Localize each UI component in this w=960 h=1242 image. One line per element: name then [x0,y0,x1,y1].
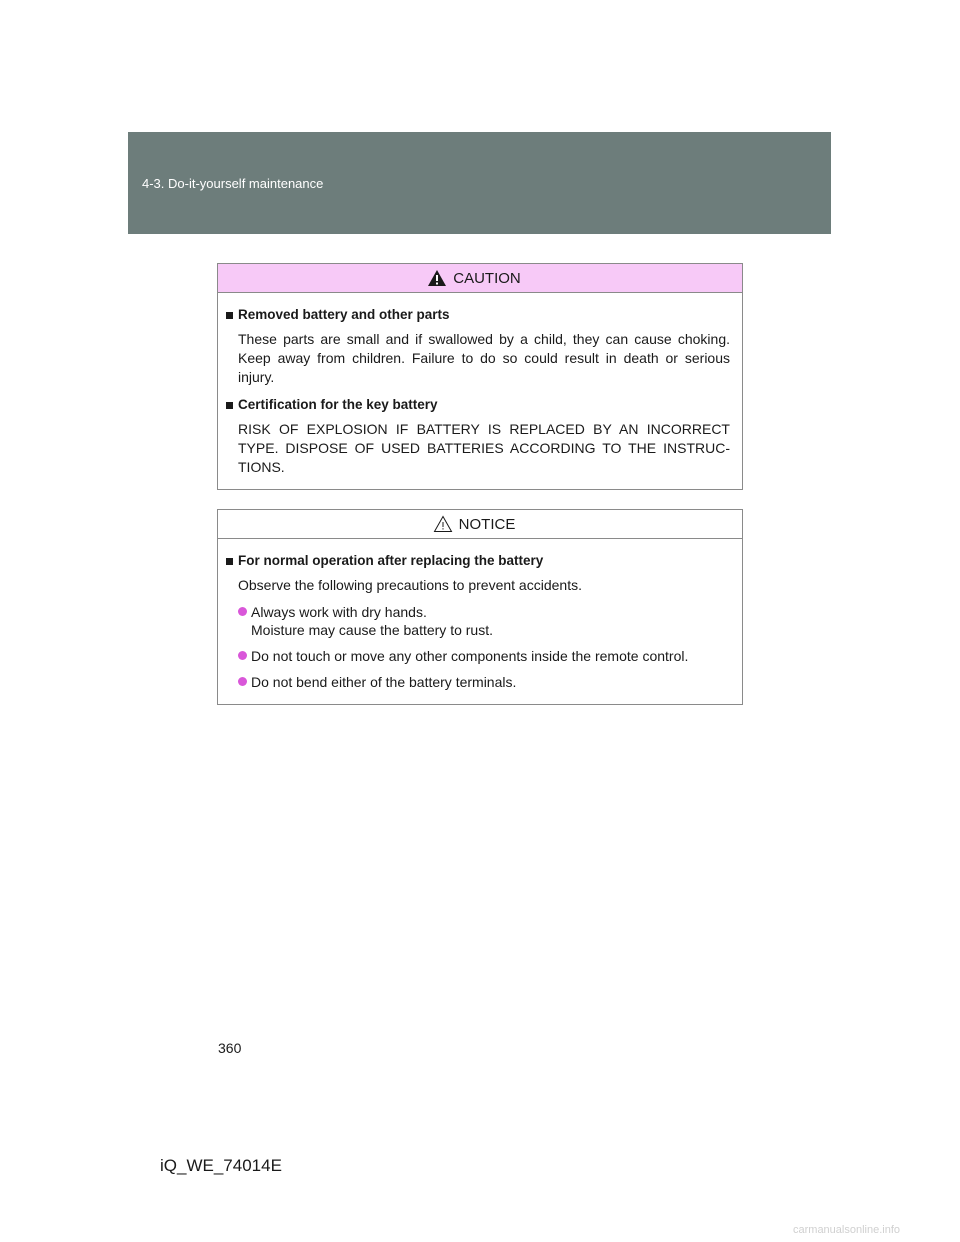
page-number: 360 [218,1040,242,1056]
notice-heading: For normal operation after replacing the battery [226,553,730,568]
notice-bullet: Always work with dry hands. Moisture may cause the battery to rust. [226,603,730,639]
bullet-dot-icon [238,607,247,616]
bullet-dot-icon [238,651,247,660]
notice-bullet: Do not bend either of the battery terminals. [226,673,730,691]
caution-item-text: These parts are small and if swallowed by a child, they can cause choking. Keep away from children. Failure to do so could result in death or serious injury. [238,331,730,385]
notice-intro: Observe the following precautions to prevent accidents. [238,577,582,593]
square-bullet-icon [226,312,233,319]
caution-item-heading: Certification for the key battery [226,397,730,412]
square-bullet-icon [226,402,233,409]
warning-filled-icon [427,269,447,287]
caution-title: CAUTION [453,269,521,287]
document-code: iQ_WE_74014E [160,1156,282,1175]
caution-item-text: RISK OF EXPLOSION IF BATTERY IS REPLACED BY AN INCORRECT TYPE. DISPOSE OF USED BATTERIES ACCORDING TO THE INSTRUC-TIONS. [238,421,730,475]
watermark: carmanualsonline.info [793,1224,901,1236]
square-bullet-icon [226,558,233,565]
notice-title: NOTICE [458,515,516,533]
warning-outline-icon [433,515,453,533]
notice-bullet: Do not touch or move any other components inside the remote control. [226,647,730,665]
caution-header [218,264,742,293]
section-title: 4-3. Do-it-yourself maintenance [142,176,324,191]
caution-item-heading: Removed battery and other parts [226,307,730,322]
bullet-dot-icon [238,677,247,686]
notice-header [218,510,742,539]
notice-box [217,509,743,705]
caution-box [217,263,743,490]
